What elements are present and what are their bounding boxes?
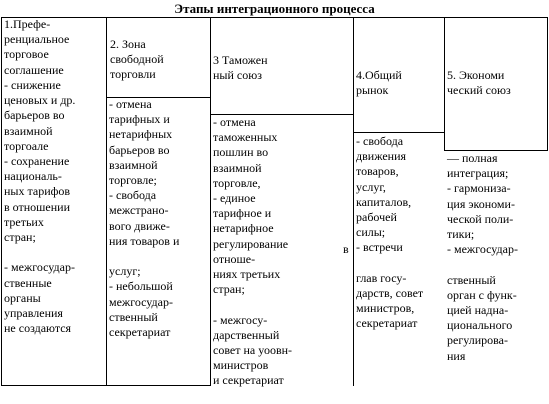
step-line-col4 — [353, 132, 444, 133]
stage-5-header: 5. Экономи ческий союз — [447, 68, 511, 98]
column-divider-1 — [106, 17, 107, 386]
stage-1-body: - снижение ценовых и др. барьеров во взаимной торгоале - сохранение националь- ных тарифов в отношении третьих стран; - межгосудар- ственные органы управления не создаются — [4, 78, 76, 336]
table-border-right — [547, 17, 548, 151]
stage-2-body: - отмена тарифных и нетарифных барьеров во взаимной торговле; - свобода межстрано- вого движе- ния товаров и услуг; - небольшой межгосудар- ственный секретариат — [109, 97, 180, 340]
stage-4-body: - свобода движения товаров, услуг, капиталов, рабочей силы; - встречи глав госу- дарств, совет министров, секретариат — [356, 134, 424, 331]
table-border-left — [1, 17, 2, 386]
column-divider-3 — [353, 17, 354, 386]
stage-3-body: - отмена таможенных пошлин во взаимной торговле, - единое тарифное и нетарифное регулирование отноше- ниях третьих стран; - межгосу- дарственный совет на уоовн- министров и секретариат — [213, 115, 293, 388]
stage-1-header: 1.Префе- ренциальное торговое соглашение — [4, 17, 70, 77]
column-divider-2 — [210, 17, 211, 386]
stage-3-header: 3 Таможен ный союз — [213, 53, 268, 83]
stage-4-header: 4.Общий рынок — [356, 68, 402, 98]
stage-5-body: — полная интеграция; - гармониза- ция экономи- ческой поли- тики; - межгосудар- ственный орган с функ- цией надна- ционального регулирова- ния — [447, 151, 518, 363]
stage-3-side-char: в — [343, 242, 349, 256]
stage-2-header: 2. Зона свободной торговли — [110, 37, 164, 82]
column-divider-4 — [444, 17, 445, 151]
table-title: Этапы интеграционного процесса — [174, 1, 375, 16]
